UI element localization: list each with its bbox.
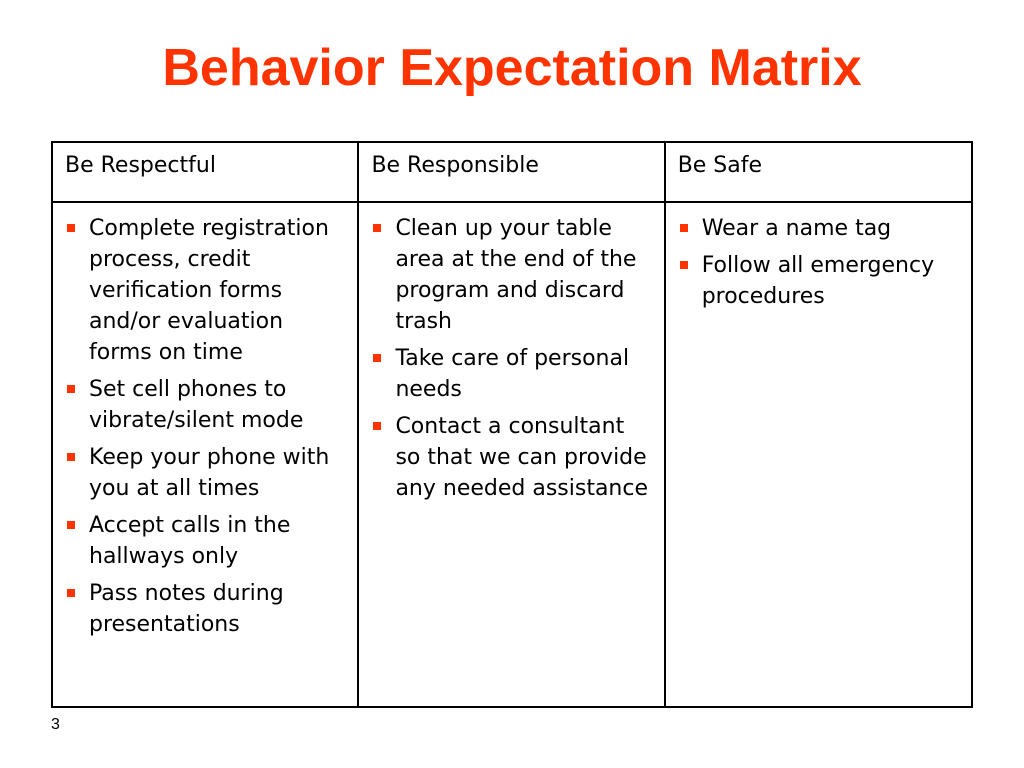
table-body-row xyxy=(52,202,972,707)
list-item-text: Clean up your table area at the end of the program and discard trash xyxy=(395,216,637,334)
square-bullet-icon xyxy=(373,354,381,362)
list-item xyxy=(65,578,349,640)
square-bullet-icon xyxy=(67,385,75,393)
list-item xyxy=(65,442,349,504)
column-header-responsible: Be Responsible xyxy=(358,142,664,202)
list-item xyxy=(371,213,655,337)
list-item-text: Take care of personal needs xyxy=(395,346,630,402)
bullet-list xyxy=(678,213,963,312)
list-item xyxy=(678,213,963,244)
list-item-text: Complete registration process, credit verification forms and/or evaluation forms on time xyxy=(89,216,329,365)
square-bullet-icon xyxy=(680,261,688,269)
bullet-list xyxy=(65,213,349,640)
list-item-text: Contact a consultant so that we can provide any needed assistance xyxy=(395,414,649,501)
page-number: 3 xyxy=(51,716,60,733)
square-bullet-icon xyxy=(680,224,688,232)
list-item-text: Wear a name tag xyxy=(701,216,892,241)
square-bullet-icon xyxy=(373,422,381,430)
square-bullet-icon xyxy=(67,453,75,461)
column-cell-respectful xyxy=(52,202,358,707)
list-item xyxy=(65,510,349,572)
list-item xyxy=(678,250,963,312)
list-item-text: Keep your phone with you at all times xyxy=(89,445,330,501)
column-header-safe: Be Safe xyxy=(665,142,972,202)
list-item xyxy=(65,213,349,368)
list-item-text: Accept calls in the hallways only xyxy=(89,513,291,569)
behavior-matrix-table xyxy=(51,141,973,708)
list-item-text: Follow all emergency procedures xyxy=(701,253,935,309)
square-bullet-icon xyxy=(67,224,75,232)
table-header-row xyxy=(52,142,972,202)
column-cell-responsible xyxy=(358,202,664,707)
square-bullet-icon xyxy=(67,589,75,597)
column-cell-safe xyxy=(665,202,972,707)
square-bullet-icon xyxy=(373,224,381,232)
list-item-text: Set cell phones to vibrate/silent mode xyxy=(89,377,304,433)
slide-title: Behavior Expectation Matrix xyxy=(162,39,862,97)
list-item xyxy=(65,374,349,436)
column-header-respectful: Be Respectful xyxy=(52,142,358,202)
list-item xyxy=(371,343,655,405)
list-item xyxy=(371,411,655,504)
bullet-list xyxy=(371,213,655,504)
list-item-text: Pass notes during presentations xyxy=(89,581,284,637)
square-bullet-icon xyxy=(67,521,75,529)
